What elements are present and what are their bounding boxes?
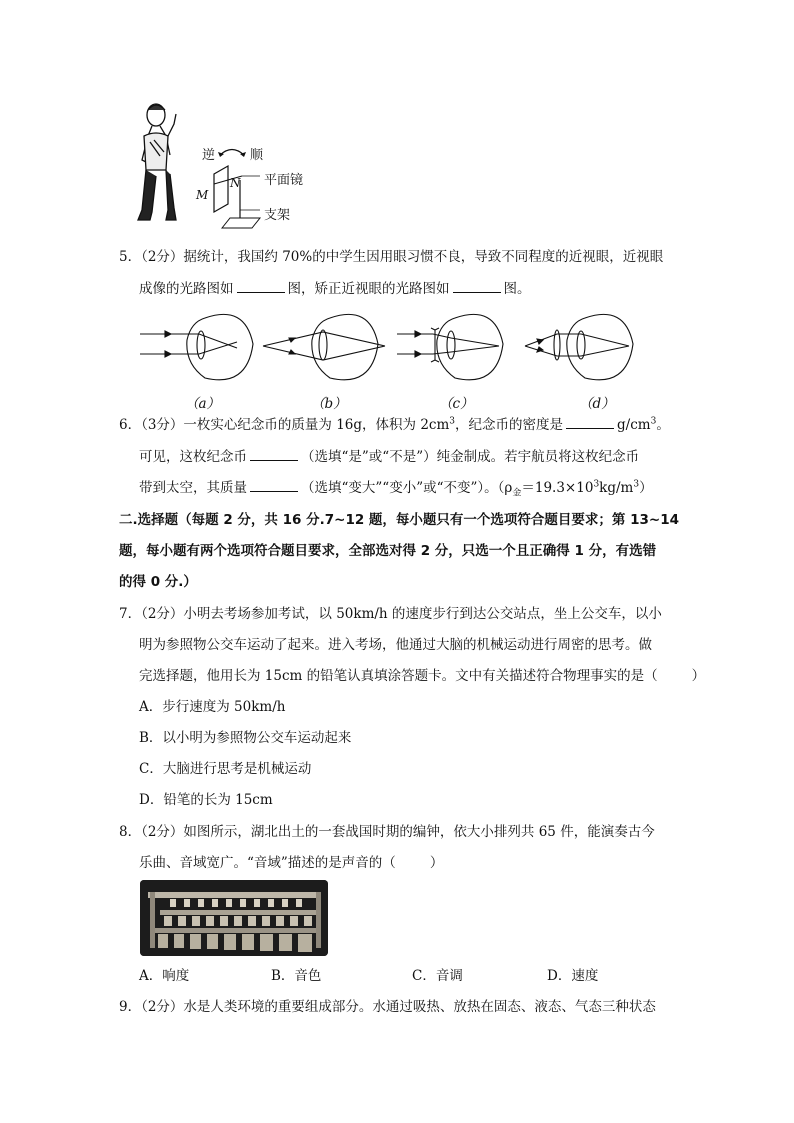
q5-line2-a: 成像的光路图如 (139, 281, 234, 297)
q7-line3 (139, 665, 705, 687)
q5-blank-1[interactable] (237, 278, 285, 293)
q5-blank-2[interactable] (453, 278, 501, 293)
q6-line1 (119, 414, 670, 436)
q7-line3-end: ） (691, 668, 706, 684)
q6-blank-mass[interactable] (250, 477, 298, 492)
q8-line2 (139, 852, 443, 874)
q5-line2-c: 图。 (503, 281, 531, 297)
q8-option-a[interactable]: A．响度 (139, 968, 190, 984)
q6-line2-a: 可见，这枚纪念币 (139, 449, 247, 465)
q8-line1: 8．（2分）如图所示，湖北出土的一套战国时期的编钟，依大小排列共 65 件，能演奏古今 (119, 824, 655, 840)
chime-bells-drawing (140, 880, 328, 956)
eye-diagrams (135, 304, 635, 414)
q6-line3-b: （选填“变大”“变小”或“不变”）。（ρ (301, 480, 513, 496)
q9-line1: 9．（2分）水是人类环境的重要组成部分。水通过吸热、放热在固态、液态、气态三种状态 (119, 999, 656, 1015)
q6-line1-b: ，纪念币的密度是 (455, 417, 564, 433)
q8-line2-text: 乐曲、音域宽广。“音域”描述的是声音的（ (139, 855, 396, 871)
caption-b: （b） (311, 396, 347, 412)
section2-line2: 题，每小题有两个选项符合题目要求，全部选对得 2 分，只选一个且正确得 1 分，有选错 (119, 543, 657, 559)
q7-line2: 明为参照物公交车运动了起来。进入考场，他通过大脑的机械运动进行周密的思考。做 (139, 637, 652, 653)
rotate-left-label: 逆 (202, 148, 216, 163)
stand-label: 支架 (264, 208, 291, 223)
q6-line1-c: g/cm (617, 417, 651, 433)
q6-line2 (139, 446, 639, 468)
q7-option-d[interactable]: D．铅笔的长为 15cm (139, 792, 273, 808)
q7-option-c[interactable]: C．大脑进行思考是机械运动 (139, 761, 312, 777)
q8-option-d[interactable]: D．速度 (547, 968, 599, 984)
q7-line3-text: 完选择题，他用长为 15cm 的铅笔认真填涂答题卡。文中有关描述符合物理事实的是（ (139, 668, 658, 684)
q5-line2-b: 图，矫正近视眼的光路图如 (287, 281, 450, 297)
person-drawing (138, 104, 176, 220)
q8-option-c[interactable]: C．音调 (412, 968, 463, 984)
q7-option-a[interactable]: A．步行速度为 50km/h (139, 699, 286, 715)
q6-line3-c: ＝19.3×10 (521, 480, 594, 496)
q6-line2-b: （选填“是”或“不是”）纯金制成。若宇航员将这枚纪念币 (301, 449, 640, 465)
q6-line3-d: kg/m (599, 480, 634, 496)
mirror-figure-drawing (130, 100, 320, 230)
q6-blank-density[interactable] (566, 414, 614, 429)
q6-sup-3: 3 (593, 479, 600, 490)
q6-sup-4: 3 (633, 479, 640, 490)
label-m: M (196, 188, 209, 202)
mirror-figure (130, 100, 320, 230)
q6-line1-d: 。 (656, 417, 670, 433)
caption-d: （d） (579, 396, 615, 412)
q5-line2 (139, 278, 531, 300)
q6-sub-gold: 金 (512, 488, 522, 499)
eye-diagrams-drawing (135, 304, 635, 390)
chime-bells-photo (140, 880, 328, 956)
q6-sup-1: 3 (449, 416, 456, 427)
q6-line3: 带到太空，其质量 （选填“变大”“变小”或“不变”）。$(\rho_金=19.3\times 10^3kg/m^3)$ (139, 477, 653, 499)
mirror-label: 平面镜 (264, 173, 304, 188)
q5-line1: 5．（2分）据统计，我国约 70%的中学生因用眼习惯不良，导致不同程度的近视眼，近视眼 (119, 249, 664, 265)
q6-line1-a: 6．（3分）一枚实心纪念币的质量为 16g，体积为 2cm (119, 417, 450, 433)
rotate-right-label: 顺 (250, 148, 264, 163)
q6-sup-2: 3 (650, 416, 657, 427)
section2-line3: 的得 0 分.） (119, 574, 197, 590)
caption-c: （c） (439, 396, 474, 412)
label-n: N (230, 176, 241, 190)
q7-line1: 7．（2分）小明去考场参加考试，以 50km/h 的速度步行到达公交站点，坐上公交车，以小 (119, 606, 662, 622)
q7-option-b[interactable]: B．以小明为参照物公交车运动起来 (139, 730, 352, 746)
q8-option-b[interactable]: B．音色 (271, 968, 322, 984)
q8-line2-end: ） (429, 855, 444, 871)
caption-a: （a） (185, 396, 221, 412)
section2-line1: 二.选择题（每题 2 分，共 16 分.7~12 题，每小题只有一个选项符合题目要求；第 13~14 (119, 512, 680, 528)
q6-line3-a: 带到太空，其质量 (139, 480, 247, 496)
q6-blank-gold[interactable] (250, 446, 298, 461)
